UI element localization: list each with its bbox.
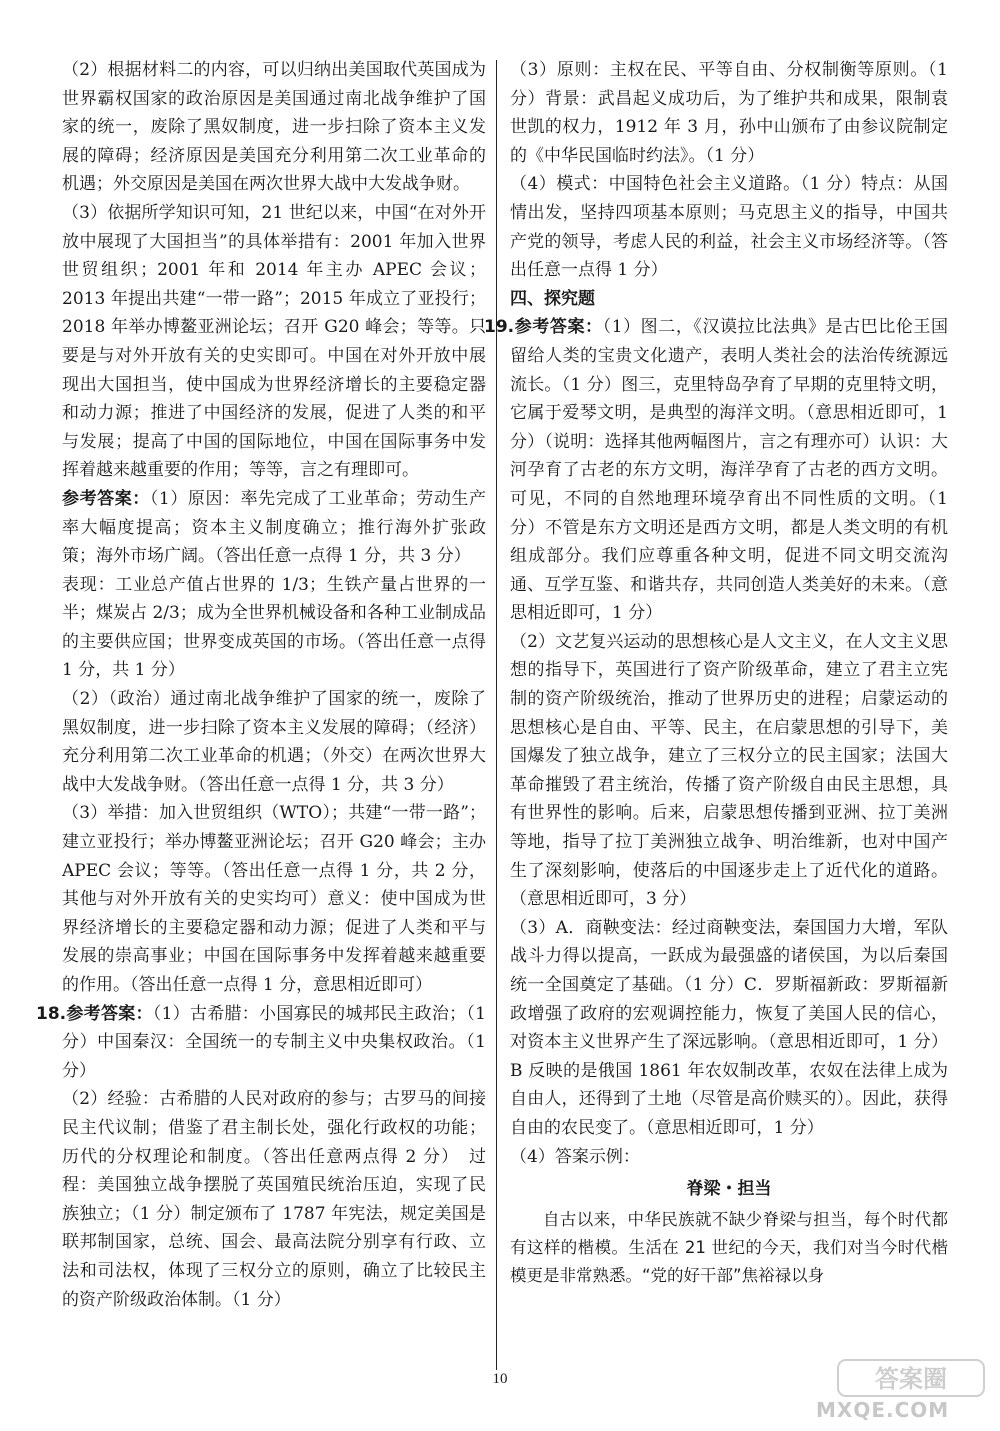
question-18: 18.参考答案：（1）古希腊：小国寡民的城邦民主政治；（1 分）中国秦汉：全国统一的专制主义中央集权政治。（1 分） <box>36 1003 486 1081</box>
answer-paragraph: （3）原则：主权在民、平等自由、分权制衡等原则。（1 分）背景：武昌起义成功后，为了维护共和成果，限制袁世凯的权力，1912 年 3 月，孙中山颁布了由参议院制定的《中华民国临时约法》。（1 分） <box>510 60 948 166</box>
answer-paragraph: （3）A．商鞅变法：经过商鞅变法，秦国国力大增，军队战斗力得以提高，一跃成为最强盛的诸侯国，为以后秦国统一全国奠定了基础。（1 分）C．罗斯福新政：罗斯福新政增强了政府的宏观调控能力，恢复了美国人民的信心，对资本主义世界产生了深远影响。（意思相近即可，1 分）B 反映的是俄国 1861 年农奴制改革，农奴在法律上成为自由人，还得到了土地（尽管是高价赎买的）。因此，获得自由的农民变了。（意思相近即可，1 分） <box>510 917 948 1138</box>
watermark-url: MXQE.COM <box>816 1398 950 1422</box>
answer-paragraph: （4）答案示例： <box>510 1146 640 1167</box>
answer-paragraph: （3）举措：加入世贸组织（WTO）；共建“一带一路”；建立亚投行；举办博鳌亚洲论坛；召开 G20 峰会；主办 APEC 会议；等等。（答出任意一点得 1 分，共 2 分，其他与对外开放有关的史实均可）意义：使中国成为世界经济增长的主要稳定器和动力源；促进了人类和平与发展的崇高事业；中国在国际事务中发挥着越来越重要的作用。（答出任意一点得 1 分，意思相近即可） <box>62 803 486 995</box>
answer-paragraph: 参考答案：（1）原因：率先完成了工业革命；劳动生产率大幅度提高；资本主义制度确立；推行海外扩张政策；海外市场广阔。（答出任意一点得 1 分，共 3 分） <box>62 488 486 567</box>
essay-body: 自古以来，中华民族就不缺少脊梁与担当，每个时代都有这样的楷模。生活在 21 世纪的今天，我们对当今时代楷模更是非常熟悉。“党的好干部”焦裕禄以身 <box>510 1209 948 1286</box>
answer-paragraph: 表现：工业总产值占世界的 1/3；生铁产量占世界的一半；煤炭占 2/3；成为全世界机械设备和各种工业制成品的主要供应国；世界变成英国的市场。（答出任意一点得 1 分，共 1 分） <box>62 574 486 681</box>
left-column <box>36 56 486 1314</box>
right-column <box>484 56 948 1290</box>
answer-paragraph: （2）经验：古希腊的人民对政府的参与；古罗马的间接民主代议制；借鉴了君主制长处，强化行政权的功能；历代的分权理论和制度。（答出任意两点得 2 分） 过程：美国独立战争摆脱了英国殖民统治压迫，实现了民族独立；（1 分）制定颁布了 1787 年宪法，规定美国是联邦制国家，总统、国会、最高法院分别享有行政、立法和司法权，体现了三权分立的原则，确立了比较民主的资产阶级政治体制。（1 分） <box>62 1089 486 1310</box>
answer-paragraph: （3）依据所学知识可知，21 世纪以来，中国“在对外开放中展现了大国担当”的具体举措有：2001 年加入世界世贸组织；2001 年和 2014 年主办 APEC 会议；2013 年提出共建“一带一路”；2015 年成立了亚投行；2018 年举办博鳌亚洲论坛；召开 G20 峰会；等等。只要是与对外开放有关的史实即可。中国在对外开放中展现出大国担当，使中国成为世界经济增长的主要稳定器和动力源；推进了中国经济的发展，促进了人类的和平与发展；提高了中国的国际地位，中国在国际事务中发挥着越来越重要的作用；等等，言之有理即可。 <box>62 202 486 481</box>
reference-answer-label: 参考答案： <box>66 1003 153 1024</box>
answer-paragraph: （4）模式：中国特色社会主义道路。（1 分）特点：从国情出发，坚持四项基本原则；马克思主义的指导，中国共产党的领导，考虑人民的利益，社会主义市场经济等。（答出任意一点得 1 分） <box>510 174 948 281</box>
answer-paragraph: （2）（政治）通过南北战争维护了国家的统一，废除了黑奴制度，进一步扫除了资本主义发展的障碍；（经济）充分利用第二次工业革命的机遇；（外交）在两次世界大战中大发战争财。（答出任意一点得 1 分，共 3 分） <box>62 689 486 795</box>
page-number: 10 <box>492 1371 508 1387</box>
question-number: 18. <box>36 1003 67 1024</box>
watermark-logo-text: 答案圈 <box>875 1365 947 1393</box>
watermark-logo <box>836 1358 986 1398</box>
reference-answer-label: 参考答案： <box>62 488 150 509</box>
reference-answer-label: 参考答案： <box>514 317 603 338</box>
section-heading: 四、探究题 <box>510 288 595 309</box>
column-divider <box>496 60 497 1370</box>
question-number: 19. <box>484 317 515 338</box>
essay-title: 脊梁・担当 <box>686 1179 772 1200</box>
question-19: 19.参考答案：（1）图二，《汉谟拉比法典》是古巴比伦王国留给人类的宝贵文化遗产，表明人类社会的法治传统源远流长。（1 分）图三，克里特岛孕育了早期的克里特文明，它属于爱琴文明，是典型的海洋文明。（意思相近即可，1 分）（说明：选择其他两幅图片，言之有理亦可）认识：大河孕育了古老的东方文明，海洋孕育了古老的西方文明。可见，不同的自然地理环境孕育出不同性质的文明。（1 分）不管是东方文明还是西方文明，都是人类文明的有机组成部分。我们应尊重各种文明，促进不同文明交流沟通、互学互鉴、和谐共存，共同创造人类美好的未来。（意思相近即可，1 分） <box>484 317 948 624</box>
answer-paragraph: （2）文艺复兴运动的思想核心是人文主义，在人文主义思想的指导下，英国进行了资产阶级革命，建立了君主立宪制的资产阶级统治，推动了世界历史的进程；启蒙运动的思想核心是自由、平等、民主，在启蒙思想的引导下，美国爆发了独立战争，建立了三权分立的民主国家；法国大革命摧毁了君主统治，传播了资产阶级自由民主思想，具有世界性的影响。后来，启蒙思想传播到亚洲、拉丁美洲等地，指导了拉丁美洲独立战争、明治维新，也对中国产生了深刻影响，使落后的中国逐步走上了近代化的道路。（意思相近即可，3 分） <box>510 631 948 910</box>
answer-paragraph: （2）根据材料二的内容，可以归纳出美国取代英国成为世界霸权国家的政治原因是美国通过南北战争维护了国家的统一，废除了黑奴制度，进一步扫除了资本主义发展的障碍；经济原因是美国充分利用第二次工业革命的机遇；外交原因是美国在两次世界大战中大发战争财。 <box>62 60 486 195</box>
